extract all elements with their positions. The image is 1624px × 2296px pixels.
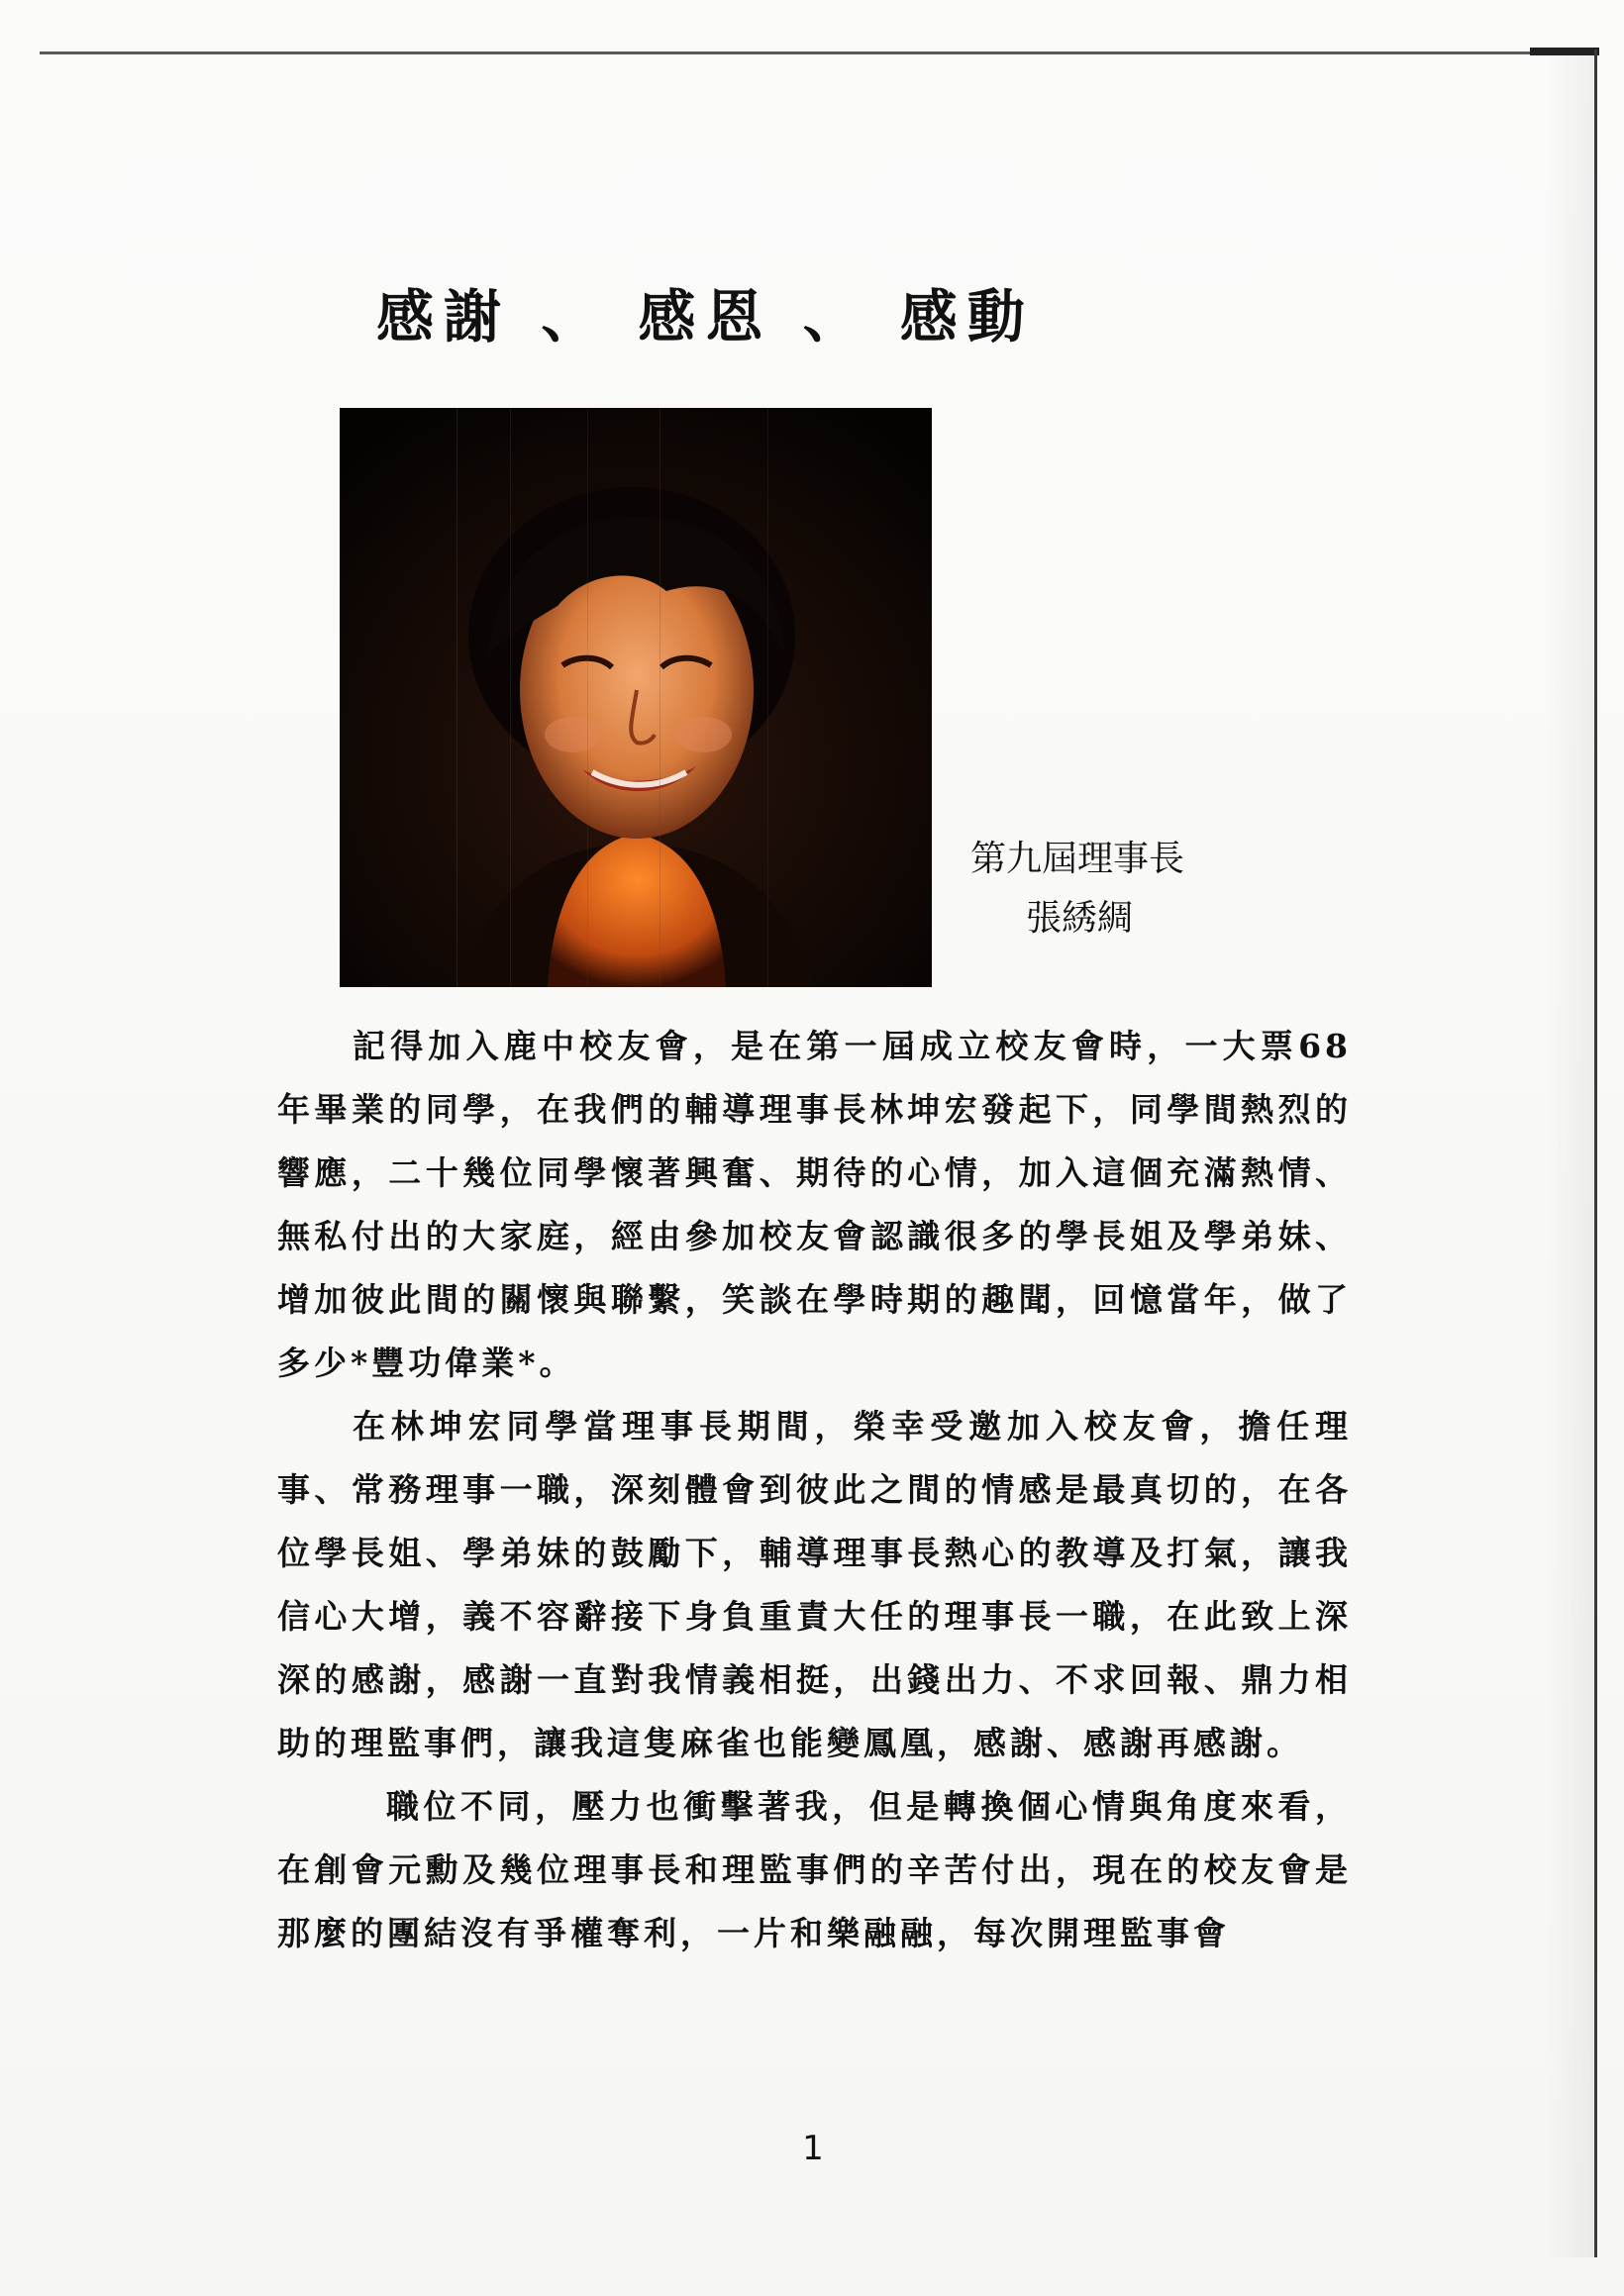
page-top-rule: [40, 51, 1565, 54]
page-edge-shadow: [1545, 55, 1594, 2257]
paragraph-1: 記得加入鹿中校友會，是在第一屆成立校友會時，一大票68年畢業的同學，在我們的輔導理事長林坤宏發起下，同學間熱烈的響應，二十幾位同學懷著興奮、期待的心情，加入這個充滿熱情、無私付出的大家庭，經由參加校友會認識很多的學長姐及學弟妹、增加彼此間的關懷與聯繫，笑談在學時期的趣聞，回憶當年，做了多少*豐功偉業*。: [277, 1027, 1352, 1382]
page-corner-mark: [1530, 48, 1599, 55]
paragraph-3: 職位不同，壓力也衝擊著我，但是轉換個心情與角度來看，在創會元勳及幾位理事長和理監事們的辛苦付出，現在的校友會是那麼的團結沒有爭權奪利，一片和樂融融，每次開理監事會: [277, 1787, 1352, 1952]
page-right-edge: [1594, 50, 1597, 2257]
portrait-illustration: [340, 408, 932, 987]
caption-name: 張綉綢: [1026, 898, 1134, 939]
page-number: 1: [802, 2129, 824, 2168]
page-title: 感謝 、 感恩 、 感動: [376, 283, 1035, 350]
photo-caption: [970, 830, 1268, 948]
paragraph-2: 在林坤宏同學當理事長期間，榮幸受邀加入校友會，擔任理事、常務理事一職，深刻體會到彼此之間的情感是最真切的，在各位學長姐、學弟妹的鼓勵下，輔導理事長熱心的教導及打氣，讓我信心大增，義不容辭接下身負重責大任的理事長一職，在此致上深深的感謝，感謝一直對我情義相挺，出錢出力、不求回報、鼎力相助的理監事們，讓我這隻麻雀也能變鳳凰，感謝、感謝再感謝。: [277, 1407, 1352, 1762]
portrait-photo: [340, 408, 932, 987]
caption-role: 第九屆理事長: [970, 839, 1185, 879]
article-body: [277, 1015, 1352, 1965]
